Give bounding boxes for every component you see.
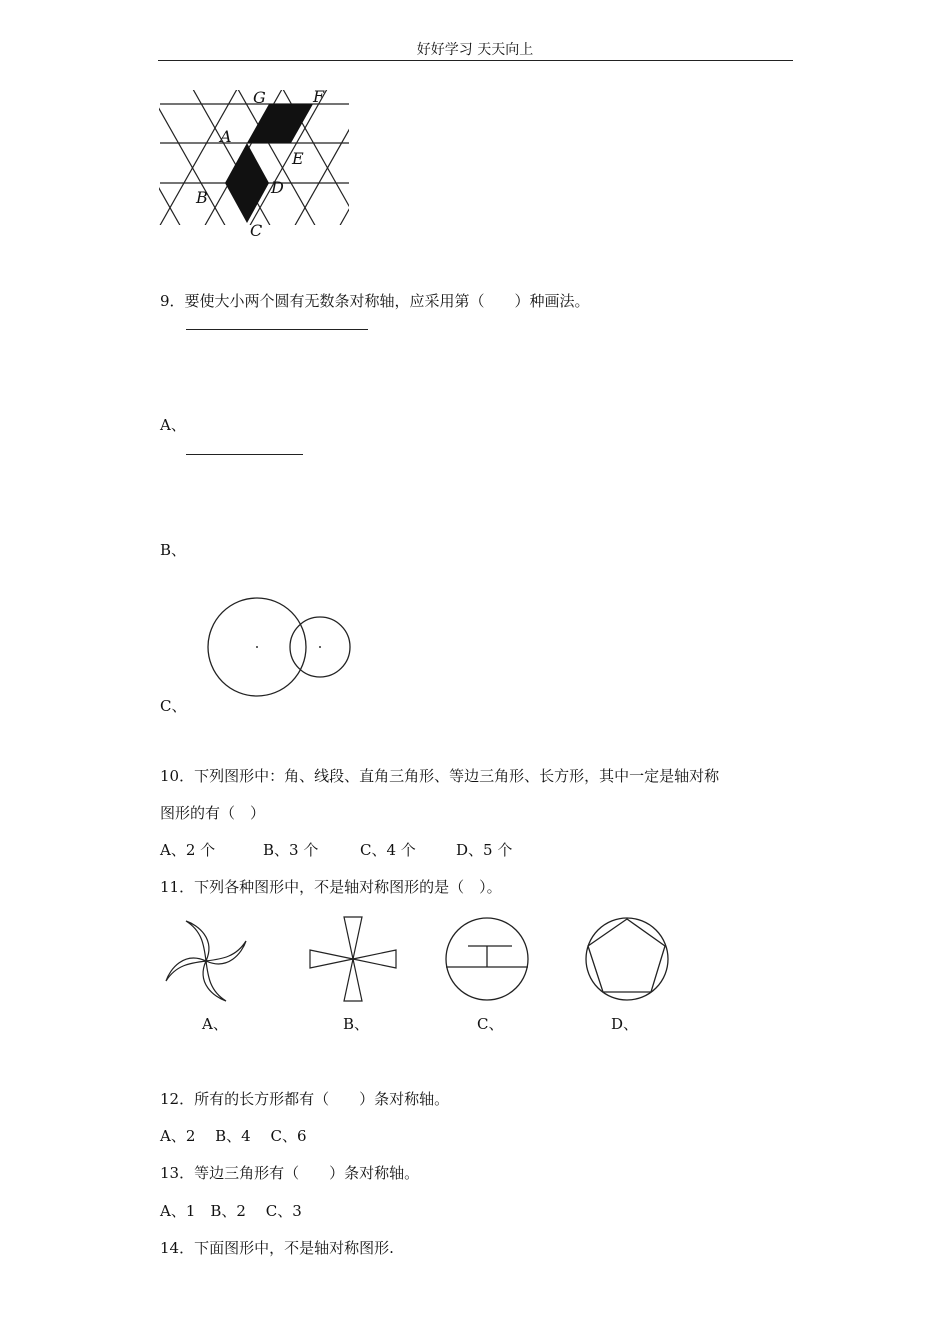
q10-option-d: D、5 个 [456,841,513,859]
q9-option-c-figure [200,595,360,700]
q9-question: 9．要使大小两个圆有无数条对称轴，应采用第（ ）种画法。 [160,292,590,310]
q12-question: 12．所有的长方形都有（ ）条对称轴。 [160,1090,450,1108]
q12-options: A、2 B、4 C、6 [160,1127,307,1145]
q11-option-b-cross [305,915,401,1005]
q11-option-c-circle-symbol [440,915,536,1005]
q10-question-line2: 图形的有（ ） [160,804,266,822]
q9-option-a-figure [186,329,368,330]
q11-option-a-pinwheel [160,915,252,1007]
page-header: 好好学习 天天向上 [416,42,534,58]
label-c: C [250,221,263,240]
label-e: E [292,149,304,168]
header-divider [158,60,793,61]
q10-option-b: B、3 个 [263,841,319,859]
label-b: B [196,188,208,207]
q13-options: A、1 B、2 C、3 [160,1202,302,1220]
q14-question: 14．下面图形中，不是轴对称图形. [160,1239,394,1257]
q10-option-c: C、4 个 [360,841,416,859]
q10-option-a: A、2 个 [160,841,216,859]
label-d: D [271,178,284,197]
q9-option-b-figure [186,454,303,455]
q10-question-line1: 10．下列图形中：角、线段、直角三角形、等边三角形、长方形，其中一定是轴对称 [160,767,720,785]
q9-option-c-label: C、 [160,697,187,715]
q11-option-d-label: D、 [611,1015,639,1033]
q11-question: 11．下列各种图形中，不是轴对称图形的是（ ）。 [160,878,502,896]
q11-option-b-label: B、 [343,1015,370,1033]
q8-grid-figure [155,85,355,245]
q11-option-d-pentagon-circle [580,915,676,1005]
label-g: G [253,88,266,107]
q9-option-b-label: B、 [160,541,187,559]
label-a: A [220,127,232,146]
q9-option-a-label: A、 [160,416,186,434]
q11-option-c-label: C、 [477,1015,504,1033]
label-f: F [313,87,325,106]
q13-question: 13．等边三角形有（ ）条对称轴。 [160,1164,420,1182]
q11-option-a-label: A、 [202,1015,228,1033]
